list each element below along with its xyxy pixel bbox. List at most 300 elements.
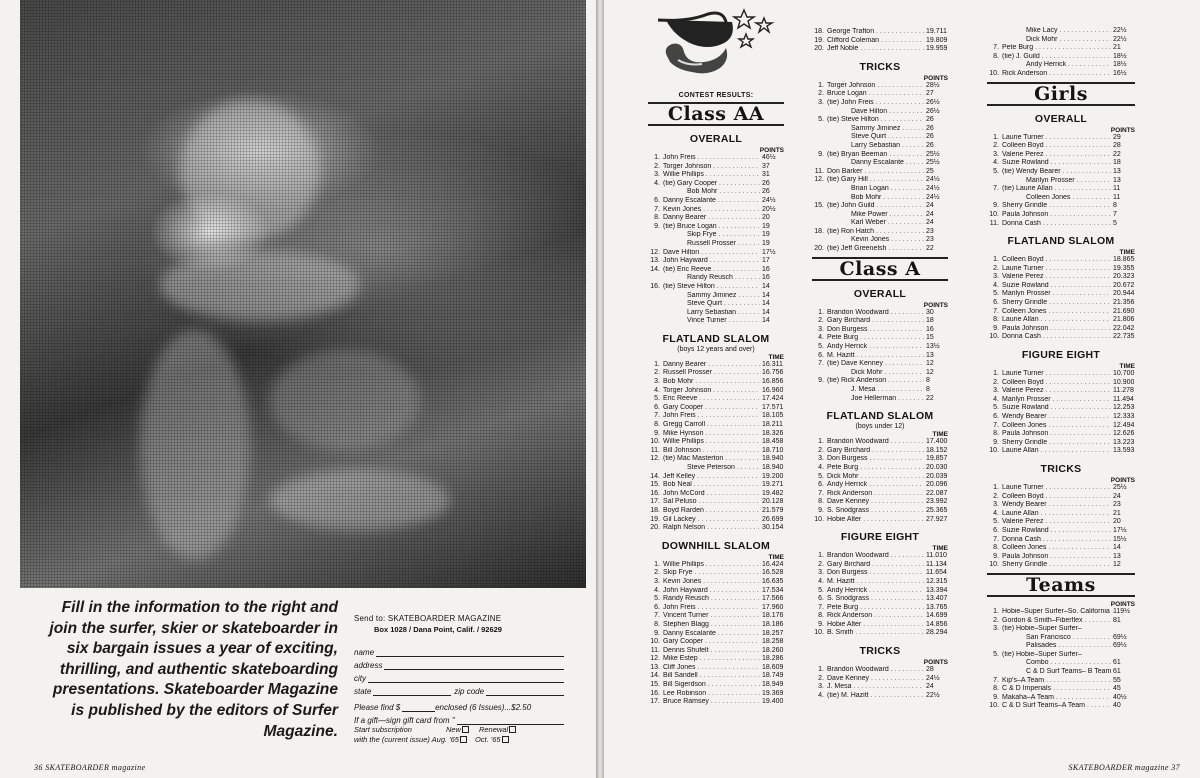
result-value: 24½: [926, 674, 940, 682]
place: [987, 659, 999, 668]
aug-checkbox[interactable]: [460, 736, 467, 743]
competitor-name: Gary Birchard . . .: [827, 317, 924, 326]
result-value: 16: [762, 265, 770, 273]
place: [987, 642, 999, 651]
place: 2.: [654, 162, 660, 170]
gift-line[interactable]: If a gift—sign gift card from ": [354, 712, 564, 725]
competitor-name: Don Barker . . .: [827, 168, 924, 177]
result-row: [812, 194, 948, 203]
wave-stars-logo: [648, 0, 784, 92]
result-row: [648, 569, 784, 578]
result-row: [812, 142, 948, 151]
results-list: [648, 154, 784, 326]
competitor-name: S. Snodgrass . . .: [827, 507, 924, 516]
result-row: [648, 490, 784, 499]
class-heading-girls: Girls: [987, 82, 1135, 106]
result-value: 40: [1113, 702, 1121, 710]
place: 7.: [818, 489, 824, 497]
competitor-name: Danny Escalante . . .: [663, 630, 760, 639]
result-value: 13: [1113, 167, 1121, 175]
result-row: [812, 133, 948, 142]
result-row: [648, 214, 784, 223]
result-row: [987, 685, 1135, 694]
result-row: [812, 629, 948, 638]
result-row: [648, 647, 784, 656]
result-value: 11: [1113, 185, 1121, 193]
competitor-name: (tie) Hobie–Super Surfer–: [1002, 625, 1082, 633]
place: 2.: [818, 446, 824, 454]
section-heading-overall: OVERALL: [1034, 112, 1088, 125]
place: 8.: [993, 685, 999, 693]
competitor-name: Sherry Grindle . . .: [1002, 561, 1111, 570]
place: [987, 634, 999, 643]
competitor-name: Suzie Rowland . . .: [1002, 282, 1111, 291]
place: 4.: [654, 586, 660, 594]
place: 5.: [993, 290, 999, 298]
result-row: [812, 498, 948, 507]
place: 11.: [650, 446, 660, 454]
result-row: [648, 507, 784, 516]
competitor-name: Danny Escalante . . .: [663, 197, 760, 206]
result-value: 18.609: [762, 663, 784, 671]
place: 7.: [654, 612, 660, 620]
result-value: 26½: [926, 98, 940, 106]
result-value: 18.749: [762, 672, 784, 680]
result-value: 17.571: [762, 403, 784, 411]
place: 7.: [993, 44, 999, 52]
result-value: 16.311: [762, 360, 783, 368]
place: 17.: [650, 698, 660, 706]
competitor-name: John Freis . . .: [663, 604, 760, 613]
competitor-name: Lee Robinson . . .: [663, 690, 760, 699]
competitor-name: Sherry Grindle . . .: [1002, 202, 1111, 211]
competitor-name: Danny Bearer . . .: [663, 214, 760, 223]
result-row: [812, 317, 948, 326]
place: 15.: [650, 481, 660, 489]
result-row: [648, 655, 784, 664]
place: 12.: [650, 455, 660, 463]
competitor-name: Paula Johnson . . .: [1002, 211, 1111, 220]
result-row: [812, 211, 948, 220]
result-row: [648, 690, 784, 699]
competitor-name: Colleen Jones . . .: [1002, 422, 1111, 431]
section-heading-figure-eight: FIGURE EIGHT: [840, 531, 920, 544]
competitor-name: (tie) M. Hazitt . . .: [827, 692, 924, 701]
result-row: [987, 659, 1135, 668]
competitor-name: Laurie Turner . . .: [1002, 265, 1111, 274]
place: [987, 27, 999, 36]
place: 16.: [650, 489, 660, 497]
place: 4.: [818, 334, 824, 342]
competitor-name: Laurie Turner . . .: [1002, 484, 1111, 493]
result-row: [812, 578, 948, 587]
result-row: [987, 316, 1135, 325]
result-value: 30: [926, 308, 934, 316]
place: 10.: [814, 515, 824, 523]
result-value: 17: [762, 257, 770, 265]
result-value: 18: [926, 317, 934, 325]
result-value: 24: [926, 219, 934, 227]
section-heading-flatland-slalom: FLATLAND SLALOM: [662, 332, 770, 345]
result-value: 13: [1113, 552, 1121, 560]
competitor-name: J. Mesa . . .: [827, 683, 924, 692]
result-row: [812, 369, 948, 378]
place: 7.: [993, 421, 999, 429]
result-value: 16.528: [762, 569, 784, 577]
result-row: [987, 702, 1135, 711]
result-value: 29: [1113, 133, 1121, 141]
place: 3.: [993, 387, 999, 395]
place: [987, 668, 999, 677]
results-column-2: [812, 0, 948, 700]
competitor-name: Suzie Rowland . . .: [1002, 404, 1111, 413]
result-value: 18.258: [762, 638, 784, 646]
result-row: [987, 299, 1135, 308]
column-unit-time: TIME: [768, 553, 784, 561]
place: [648, 317, 660, 326]
section-heading-flatland-slalom: FLATLAND SLALOM: [1007, 235, 1115, 248]
place: 18.: [814, 28, 824, 35]
result-value: 10.700: [1113, 370, 1135, 378]
competitor-name: (tie) Wendy Bearer . . .: [1002, 168, 1111, 177]
issue-line: with the (current issue) Aug. '65 Oct. '65: [354, 735, 564, 745]
place: 10.: [650, 638, 660, 646]
competitor-name: (tie) Ron Hatch . . .: [827, 228, 924, 237]
place: 8.: [993, 544, 999, 552]
competitor-name: Andy Herrick . . .: [827, 481, 924, 490]
place: [987, 36, 999, 45]
place: 2.: [818, 90, 824, 98]
place: [987, 177, 999, 186]
result-value: 26: [926, 133, 934, 141]
place: 7.: [818, 603, 824, 611]
place: 2.: [654, 369, 660, 377]
result-value: 19.959: [926, 45, 948, 53]
left-page: [0, 0, 596, 778]
result-row: [812, 176, 948, 185]
result-row: [648, 231, 784, 240]
result-value: 24½: [762, 196, 776, 204]
right-page: [604, 0, 1200, 778]
section-heading-overall: OVERALL: [689, 133, 743, 145]
result-value: 23.992: [926, 498, 948, 506]
result-row: [987, 439, 1135, 448]
place: 10.: [650, 438, 660, 446]
place: 2.: [993, 142, 999, 150]
competitor-name: Russell Prosser . . .: [663, 240, 760, 249]
result-row: [987, 634, 1135, 643]
result-value: 12.626: [1113, 430, 1135, 438]
result-value: 20.039: [926, 472, 948, 480]
result-value: 21: [1113, 509, 1121, 517]
competitor-name: Danny Bearer . . .: [663, 361, 760, 370]
result-value: 19: [762, 222, 770, 230]
address-field[interactable]: address: [354, 657, 564, 670]
section-heading-tricks: TRICKS: [1040, 462, 1082, 475]
result-row: [648, 154, 784, 163]
competitor-name: Dave Kenney . . .: [827, 675, 924, 684]
competitor-name: Andy Herrick . . .: [827, 587, 924, 596]
competitor-name: Andy Herrick . . .: [827, 343, 924, 352]
competitor-name: Torger Johnson . . .: [663, 387, 760, 396]
place: 8.: [993, 430, 999, 438]
competitor-name: (tie) John Freis . . .: [827, 99, 924, 108]
competitor-name: Mike Power . . .: [827, 211, 924, 220]
results-list: [812, 438, 948, 524]
result-row: [987, 370, 1135, 379]
competitor-name: Dennis Shufelt . . .: [663, 647, 760, 656]
result-row: [648, 163, 784, 172]
result-row: [987, 608, 1135, 617]
competitor-name: Mike Hynson . . .: [663, 430, 760, 439]
results-list: [987, 608, 1135, 711]
renewal-checkbox[interactable]: [509, 726, 516, 733]
competitor-name: Dave Kenney . . .: [827, 498, 924, 507]
place: [812, 219, 824, 228]
name-field[interactable]: name: [354, 644, 564, 657]
result-value: 18: [1113, 159, 1121, 167]
competitor-name: (tie) Laurie Allan . . .: [1002, 185, 1111, 194]
result-value: 23: [926, 236, 934, 244]
oct-checkbox[interactable]: [502, 736, 509, 743]
result-row: [648, 524, 784, 533]
result-value: [1111, 625, 1135, 634]
competitor-name: (tie) J. Guild . . .: [1002, 53, 1111, 62]
competitor-name: Andy Herrick . . .: [1002, 61, 1111, 70]
competitor-name: Bill Johnson . . .: [663, 447, 760, 456]
competitor-name: Russell Prosser . . .: [663, 369, 760, 378]
mail-address: Box 1028 / Dana Point, Calif. / 92629: [374, 625, 502, 634]
place: 10.: [989, 561, 999, 569]
place: [648, 240, 660, 249]
new-checkbox[interactable]: [462, 726, 469, 733]
column-unit-points: POINTS: [923, 74, 948, 82]
place: 1.: [818, 308, 824, 316]
place: 12.: [814, 176, 824, 184]
place: [812, 395, 824, 404]
result-row: [648, 561, 784, 570]
place: 6.: [818, 351, 824, 359]
result-row: [812, 326, 948, 335]
result-row: [987, 510, 1135, 519]
place: [812, 125, 824, 134]
competitor-name: Rick Anderson . . .: [1002, 70, 1111, 79]
result-value: 15½: [1113, 535, 1127, 543]
result-row: [812, 473, 948, 482]
result-row: [987, 561, 1135, 570]
result-value: 19.857: [926, 455, 948, 463]
result-value: 22.087: [926, 489, 948, 497]
competitor-name: Cliff Jones . . .: [663, 664, 760, 673]
result-row: [648, 430, 784, 439]
competitor-name: Mike Estep . . .: [663, 655, 760, 664]
place: 6.: [993, 299, 999, 307]
place: 1.: [818, 666, 824, 674]
result-row: [648, 621, 784, 630]
section-heading-flatland-slalom: FLATLAND SLALOM: [826, 410, 934, 423]
place: 3.: [993, 501, 999, 509]
place: [648, 274, 660, 283]
competitor-name: Rick Anderson . . .: [827, 490, 924, 499]
results-list: [648, 361, 784, 533]
competitor-name: Karl Weber . . .: [827, 219, 924, 228]
result-value: 17½: [1113, 526, 1127, 534]
place: 1.: [993, 256, 999, 264]
result-value: 28.294: [926, 629, 948, 637]
result-value: 24½: [926, 176, 940, 184]
result-value: 18.176: [762, 612, 784, 620]
place: 7.: [654, 205, 660, 213]
place: 4.: [818, 691, 824, 699]
section-heading-overall: OVERALL: [853, 287, 907, 300]
place: [987, 194, 999, 203]
result-row: [812, 455, 948, 464]
result-value: 21: [1113, 44, 1121, 52]
place: 3.: [818, 569, 824, 577]
place: 6.: [818, 481, 824, 489]
place: 8.: [818, 498, 824, 506]
result-row: [812, 604, 948, 613]
place: 2.: [993, 616, 999, 624]
result-value: 17.400: [926, 438, 948, 446]
result-value: 21.579: [762, 506, 784, 514]
result-row: [648, 317, 784, 326]
place: 6.: [654, 196, 660, 204]
results-list: [987, 370, 1135, 456]
result-value: 26: [926, 141, 934, 149]
column-unit-points: POINTS: [923, 659, 948, 667]
result-value: 10.900: [1113, 378, 1135, 386]
payment-line[interactable]: Please find $ enclosed (6 Issues)...$2.50: [354, 703, 532, 712]
result-row: [812, 334, 948, 343]
result-row: [987, 379, 1135, 388]
competitor-name: Boyd Rarden . . .: [663, 507, 760, 516]
result-row: [648, 188, 784, 197]
competitor-name: Bob Mohr . . .: [827, 194, 924, 203]
result-row: [648, 612, 784, 621]
place: 4.: [818, 463, 824, 471]
result-value: 13.394: [926, 586, 948, 594]
result-value: 20½: [762, 205, 776, 213]
place: 9.: [993, 693, 999, 701]
result-row: [987, 70, 1135, 79]
result-row: [812, 309, 948, 318]
results-list: [987, 256, 1135, 342]
competitor-name: Suzie Rowland . . .: [1002, 159, 1111, 168]
competitor-name: Hobie Alter . . .: [827, 621, 924, 630]
result-value: 12.333: [1113, 413, 1135, 420]
competitor-name: Marilyn Prosser . . .: [1002, 396, 1111, 405]
result-value: 17.424: [762, 395, 784, 403]
result-row: [648, 481, 784, 490]
result-value: 20: [762, 214, 770, 222]
competitor-name: Mike Lacy . . .: [1002, 27, 1111, 36]
result-row: [648, 266, 784, 275]
competitor-name: Dave Hilton . . .: [827, 108, 924, 117]
competitor-name: Valerie Perez . . .: [1002, 151, 1111, 160]
result-value: 27.927: [926, 515, 948, 523]
city-field[interactable]: city: [354, 670, 564, 683]
place: 11.: [650, 646, 660, 654]
place: 1.: [654, 560, 660, 568]
competitor-name: Don Burgess . . .: [827, 455, 924, 464]
competitor-name: Pete Burg . . .: [827, 604, 924, 613]
competitor-name: Steve Peterson . . .: [663, 464, 760, 473]
place: 10.: [989, 702, 999, 710]
result-value: 19.482: [762, 489, 784, 497]
result-value: 16.756: [762, 369, 784, 377]
competitor-name: (tie) Gary Cooper . . .: [663, 180, 760, 189]
result-row: [812, 236, 948, 245]
result-row: [987, 282, 1135, 291]
result-row: [812, 595, 948, 604]
place: 14.: [650, 672, 660, 680]
result-row: [812, 108, 948, 117]
competitor-name: Sal Peluso . . .: [663, 498, 760, 507]
result-row: [987, 677, 1135, 686]
place: 3.: [818, 455, 824, 463]
place: 8.: [654, 620, 660, 628]
competitor-name: George Trafton . . .: [827, 28, 924, 37]
place: 4.: [818, 577, 824, 585]
competitor-name: Donna Cash . . .: [1002, 333, 1111, 342]
competitor-name: Colleen Boyd . . .: [1002, 256, 1111, 265]
class-heading-class-a: Class A: [812, 257, 948, 281]
place: 16.: [650, 282, 660, 290]
place: 16.: [650, 689, 660, 697]
place: 1.: [818, 81, 824, 89]
place: [648, 231, 660, 240]
place: 10.: [989, 333, 999, 341]
result-value: 18.152: [926, 446, 948, 454]
result-value: 18.326: [762, 429, 784, 437]
result-row: [812, 561, 948, 570]
result-value: 19.809: [926, 36, 948, 44]
place: 2.: [654, 569, 660, 577]
column-unit-time: TIME: [768, 353, 784, 361]
result-row: [812, 185, 948, 194]
competitor-name: Gregg Carroll . . .: [663, 421, 760, 430]
result-value: 19: [762, 231, 770, 239]
result-row: [987, 168, 1135, 177]
result-value: 8: [926, 386, 930, 393]
place: 5.: [654, 595, 660, 603]
place: 1.: [993, 483, 999, 491]
result-row: [648, 447, 784, 456]
result-row: [648, 595, 784, 604]
place: 1.: [654, 154, 660, 161]
page-folio-right: SKATEBOARDER magazine 37: [1068, 763, 1180, 772]
competitor-name: Vince Turner . . .: [663, 317, 760, 326]
place: 12.: [650, 655, 660, 663]
result-row: [812, 569, 948, 578]
result-value: 18½: [1113, 52, 1127, 60]
place: [648, 188, 660, 197]
state-zip-field[interactable]: state zip code: [354, 683, 564, 696]
place: 13.: [650, 663, 660, 671]
result-value: 16.856: [762, 378, 784, 386]
section-heading-downhill-slalom: DOWNHILL SLALOM: [661, 539, 771, 552]
result-value: 12: [1113, 561, 1121, 569]
competitor-name: Colleen Jones . . .: [1002, 194, 1111, 203]
competitor-name: Rick Anderson . . .: [827, 612, 924, 621]
result-row: [987, 44, 1135, 53]
result-value: 13: [926, 351, 934, 359]
result-value: 11.654: [926, 569, 947, 577]
competitor-name: Bill Sandell . . .: [663, 672, 760, 681]
competitor-name: Ralph Nelson . . .: [663, 524, 760, 533]
result-value: [1111, 651, 1135, 660]
